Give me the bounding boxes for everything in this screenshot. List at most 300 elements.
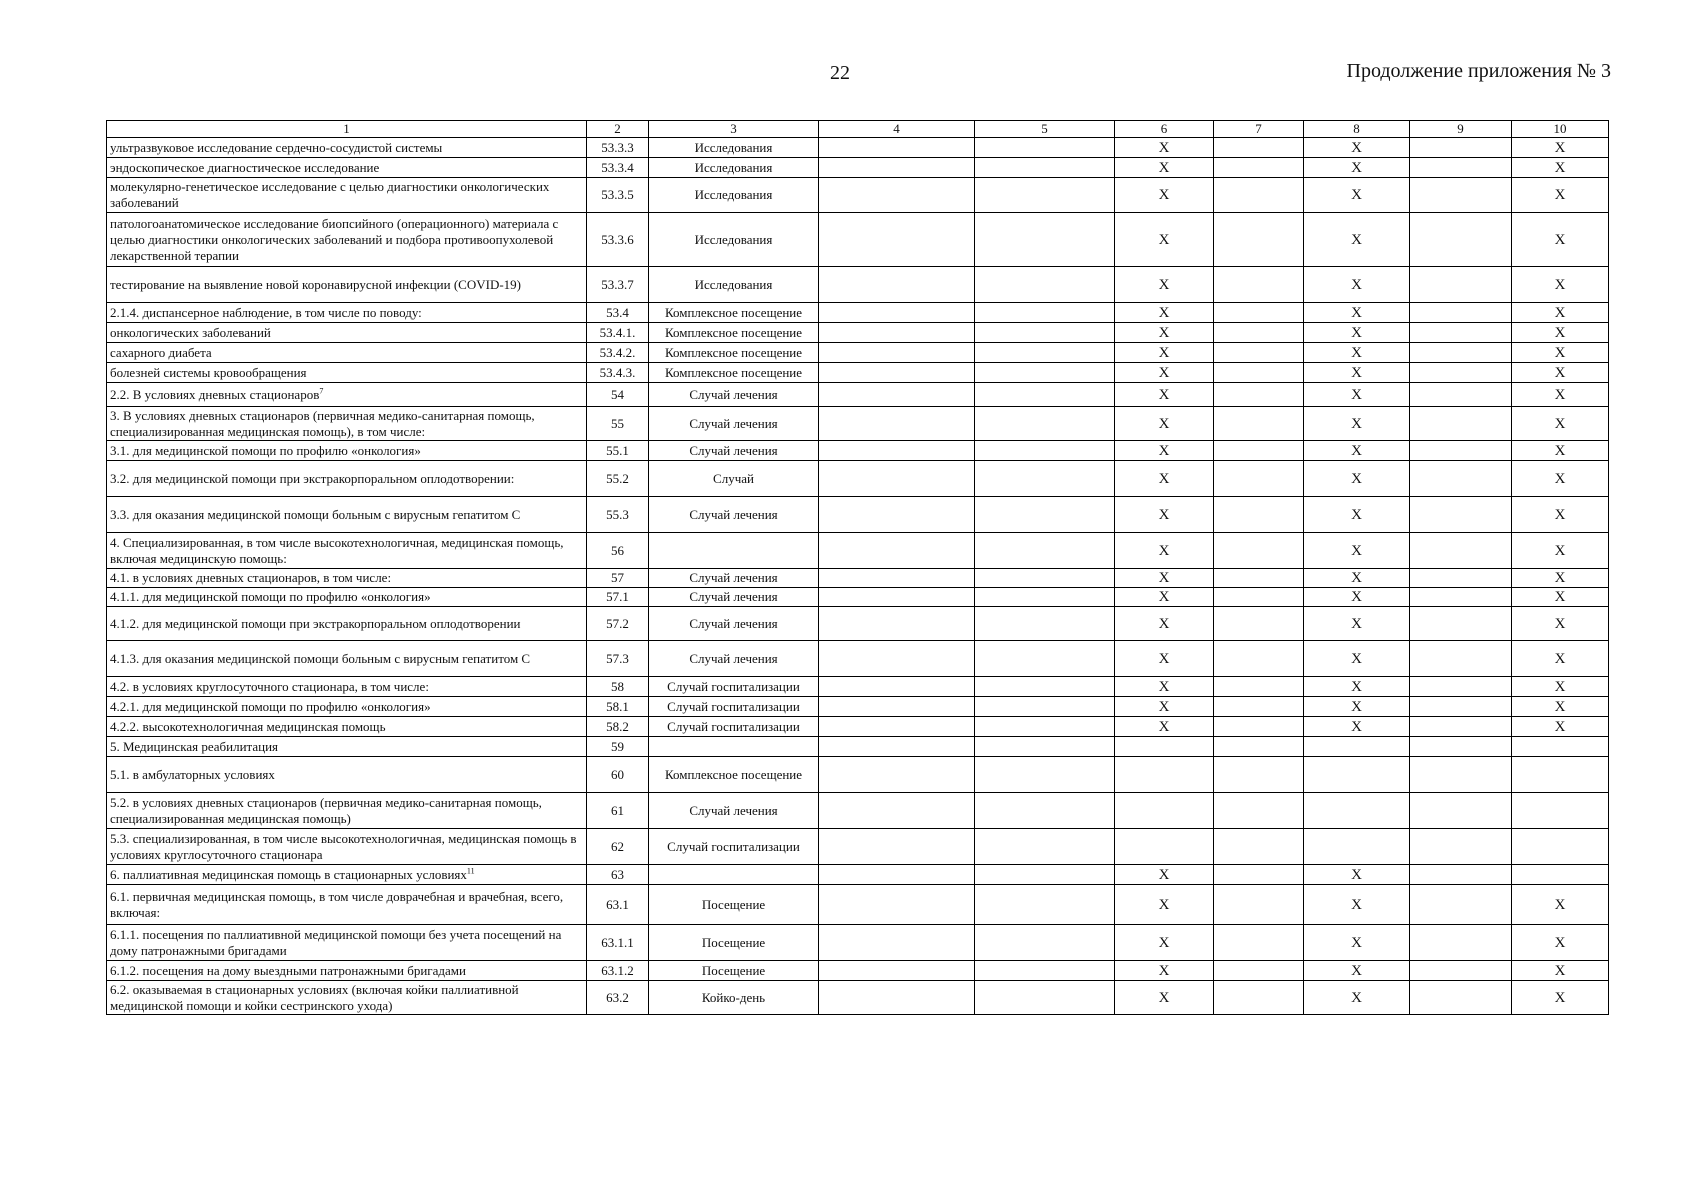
col8-cell: X [1304, 303, 1410, 323]
row-name: 4.2.2. высокотехнологичная медицинская помощь [110, 718, 386, 734]
col8-cell [1304, 757, 1410, 793]
col9-cell [1410, 383, 1512, 407]
col7-cell [1214, 793, 1304, 829]
row-code: 53.4.3. [587, 363, 649, 383]
row-name-cell [107, 533, 587, 569]
page-number: 22 [830, 62, 850, 84]
col5-cell [975, 213, 1115, 267]
row-name-cell [107, 641, 587, 677]
row-unit: Случай лечения [649, 641, 819, 677]
col4-cell [819, 641, 975, 677]
table-row [107, 588, 1609, 607]
table-row [107, 303, 1609, 323]
col7-cell [1214, 178, 1304, 213]
row-code: 53.3.4 [587, 158, 649, 178]
table-row [107, 383, 1609, 407]
col10-cell: X [1512, 961, 1609, 981]
table-row [107, 407, 1609, 441]
col4-cell [819, 343, 975, 363]
table-row [107, 981, 1609, 1015]
col4-cell [819, 717, 975, 737]
row-name: 2.1.4. диспансерное наблюдение, в том числе по поводу: [110, 304, 422, 320]
row-unit: Комплексное посещение [649, 323, 819, 343]
col6-cell: X [1115, 407, 1214, 441]
col9-cell [1410, 533, 1512, 569]
col4-cell [819, 981, 975, 1015]
col9-cell [1410, 461, 1512, 497]
col6-cell: X [1115, 138, 1214, 158]
col8-cell: X [1304, 461, 1410, 497]
col6-cell: X [1115, 865, 1214, 885]
col10-cell: X [1512, 677, 1609, 697]
row-code: 55 [587, 407, 649, 441]
col9-cell [1410, 441, 1512, 461]
row-name: тестирование на выявление новой коронавирусной инфекции (COVID-19) [110, 276, 521, 292]
col6-cell: X [1115, 533, 1214, 569]
row-code: 55.2 [587, 461, 649, 497]
footnote-ref: 7 [319, 386, 324, 396]
row-code: 57.2 [587, 607, 649, 641]
col5-cell [975, 343, 1115, 363]
row-unit: Койко-день [649, 981, 819, 1015]
column-header-4: 4 [819, 121, 975, 138]
col9-cell [1410, 407, 1512, 441]
row-name-cell [107, 303, 587, 323]
col6-cell: X [1115, 925, 1214, 961]
col6-cell: X [1115, 717, 1214, 737]
col5-cell [975, 885, 1115, 925]
column-header-3: 3 [649, 121, 819, 138]
col4-cell [819, 885, 975, 925]
table-row [107, 641, 1609, 677]
col4-cell [819, 829, 975, 865]
col5-cell [975, 981, 1115, 1015]
row-code: 53.4.1. [587, 323, 649, 343]
column-header-5: 5 [975, 121, 1115, 138]
col5-cell [975, 737, 1115, 757]
col8-cell: X [1304, 885, 1410, 925]
col7-cell [1214, 697, 1304, 717]
row-code: 55.1 [587, 441, 649, 461]
column-header-7: 7 [1214, 121, 1304, 138]
col6-cell [1115, 757, 1214, 793]
col6-cell: X [1115, 267, 1214, 303]
row-name: ультразвуковое исследование сердечно-сосудистой системы [110, 139, 443, 155]
table-row [107, 158, 1609, 178]
col9-cell [1410, 961, 1512, 981]
col4-cell [819, 569, 975, 588]
col7-cell [1214, 303, 1304, 323]
table-row [107, 461, 1609, 497]
row-name: 6. паллиативная медицинская помощь в стационарных условиях [110, 866, 467, 882]
col10-cell: X [1512, 461, 1609, 497]
col5-cell [975, 407, 1115, 441]
col9-cell [1410, 793, 1512, 829]
table-row [107, 885, 1609, 925]
row-code: 63.1.1 [587, 925, 649, 961]
table-row [107, 533, 1609, 569]
col9-cell [1410, 717, 1512, 737]
col5-cell [975, 303, 1115, 323]
col9-cell [1410, 178, 1512, 213]
col7-cell [1214, 717, 1304, 737]
col4-cell [819, 138, 975, 158]
col10-cell: X [1512, 178, 1609, 213]
col4-cell [819, 383, 975, 407]
row-code: 53.3.3 [587, 138, 649, 158]
col4-cell [819, 865, 975, 885]
col5-cell [975, 717, 1115, 737]
row-name-cell [107, 885, 587, 925]
row-code: 63.1.2 [587, 961, 649, 981]
row-name: 6.1.2. посещения на дому выездными патронажными бригадами [110, 962, 466, 978]
row-name-cell [107, 865, 587, 885]
col8-cell: X [1304, 569, 1410, 588]
col10-cell: X [1512, 383, 1609, 407]
col6-cell: X [1115, 497, 1214, 533]
col9-cell [1410, 213, 1512, 267]
col6-cell: X [1115, 569, 1214, 588]
col6-cell: X [1115, 461, 1214, 497]
col10-cell: X [1512, 981, 1609, 1015]
col10-cell: X [1512, 138, 1609, 158]
row-unit: Комплексное посещение [649, 363, 819, 383]
col5-cell [975, 829, 1115, 865]
col5-cell [975, 697, 1115, 717]
col7-cell [1214, 885, 1304, 925]
row-unit: Случай госпитализации [649, 677, 819, 697]
col9-cell [1410, 158, 1512, 178]
row-name-cell [107, 569, 587, 588]
col10-cell: X [1512, 267, 1609, 303]
row-name: 4.1.2. для медицинской помощи при экстракорпоральном оплодотворении [110, 615, 521, 631]
row-unit: Случай [649, 461, 819, 497]
row-name: 3. В условиях дневных стационаров (первичная медико-санитарная помощь, специализированная медицинская помощь), в том числе: [110, 407, 535, 439]
col7-cell [1214, 138, 1304, 158]
row-name: 3.1. для медицинской помощи по профилю «онкология» [110, 442, 421, 458]
col6-cell [1115, 829, 1214, 865]
row-code: 63.1 [587, 885, 649, 925]
row-name-cell [107, 497, 587, 533]
col8-cell: X [1304, 697, 1410, 717]
row-unit: Случай лечения [649, 607, 819, 641]
row-name-cell [107, 343, 587, 363]
col7-cell [1214, 441, 1304, 461]
row-code: 53.3.5 [587, 178, 649, 213]
col6-cell: X [1115, 323, 1214, 343]
row-name: 4.1. в условиях дневных стационаров, в том числе: [110, 570, 392, 585]
col8-cell: X [1304, 497, 1410, 533]
col8-cell: X [1304, 267, 1410, 303]
table-row [107, 757, 1609, 793]
footnote-ref: 11 [466, 866, 475, 876]
row-unit: Случай лечения [649, 793, 819, 829]
col10-cell: X [1512, 497, 1609, 533]
col6-cell: X [1115, 303, 1214, 323]
col6-cell: X [1115, 363, 1214, 383]
col5-cell [975, 138, 1115, 158]
column-header-9: 9 [1410, 121, 1512, 138]
row-unit: Случай лечения [649, 497, 819, 533]
col7-cell [1214, 213, 1304, 267]
col6-cell: X [1115, 588, 1214, 607]
col8-cell: X [1304, 441, 1410, 461]
row-name-cell [107, 607, 587, 641]
row-code: 57 [587, 569, 649, 588]
row-name-cell [107, 677, 587, 697]
col7-cell [1214, 497, 1304, 533]
row-unit: Случай лечения [649, 588, 819, 607]
row-unit: Исследования [649, 213, 819, 267]
table-row [107, 961, 1609, 981]
col4-cell [819, 697, 975, 717]
col6-cell: X [1115, 677, 1214, 697]
row-unit: Комплексное посещение [649, 757, 819, 793]
col4-cell [819, 303, 975, 323]
col8-cell: X [1304, 158, 1410, 178]
col5-cell [975, 961, 1115, 981]
col5-cell [975, 363, 1115, 383]
col10-cell: X [1512, 303, 1609, 323]
col4-cell [819, 533, 975, 569]
row-name: онкологических заболеваний [110, 324, 271, 340]
col7-cell [1214, 533, 1304, 569]
row-code: 53.4.2. [587, 343, 649, 363]
row-name: 4.2. в условиях круглосуточного стационара, в том числе: [110, 678, 429, 694]
col5-cell [975, 323, 1115, 343]
col9-cell [1410, 497, 1512, 533]
col6-cell [1115, 793, 1214, 829]
col10-cell: X [1512, 533, 1609, 569]
column-header-6: 6 [1115, 121, 1214, 138]
col9-cell [1410, 737, 1512, 757]
col8-cell: X [1304, 865, 1410, 885]
table-row [107, 441, 1609, 461]
row-code: 58 [587, 677, 649, 697]
row-code: 63 [587, 865, 649, 885]
column-header-8: 8 [1304, 121, 1410, 138]
col9-cell [1410, 607, 1512, 641]
col7-cell [1214, 677, 1304, 697]
col9-cell [1410, 267, 1512, 303]
col4-cell [819, 158, 975, 178]
row-code: 59 [587, 737, 649, 757]
col7-cell [1214, 829, 1304, 865]
col7-cell [1214, 925, 1304, 961]
row-name: патологоанатомическое исследование биопсийного (операционного) материала с целью диагностики онкологических заболеваний и подбора противоопухолевой лекарственной терапии [110, 215, 559, 263]
col10-cell: X [1512, 569, 1609, 588]
col5-cell [975, 925, 1115, 961]
col5-cell [975, 865, 1115, 885]
row-code: 61 [587, 793, 649, 829]
col10-cell [1512, 865, 1609, 885]
table-row [107, 717, 1609, 737]
col9-cell [1410, 697, 1512, 717]
col7-cell [1214, 865, 1304, 885]
col8-cell: X [1304, 981, 1410, 1015]
row-unit: Случай лечения [649, 441, 819, 461]
col8-cell: X [1304, 925, 1410, 961]
column-header-1: 1 [107, 121, 587, 138]
col4-cell [819, 757, 975, 793]
table-row [107, 323, 1609, 343]
col8-cell: X [1304, 677, 1410, 697]
col5-cell [975, 158, 1115, 178]
row-name: 3.3. для оказания медицинской помощи больным с вирусным гепатитом С [110, 506, 521, 522]
col9-cell [1410, 925, 1512, 961]
col8-cell: X [1304, 383, 1410, 407]
col8-cell: X [1304, 961, 1410, 981]
col9-cell [1410, 865, 1512, 885]
col4-cell [819, 267, 975, 303]
col5-cell [975, 588, 1115, 607]
row-name-cell [107, 461, 587, 497]
row-name: болезней системы кровообращения [110, 364, 307, 380]
col7-cell [1214, 407, 1304, 441]
col4-cell [819, 213, 975, 267]
row-name-cell [107, 737, 587, 757]
col9-cell [1410, 303, 1512, 323]
col6-cell: X [1115, 697, 1214, 717]
row-name-cell [107, 178, 587, 213]
row-name: 3.2. для медицинской помощи при экстракорпоральном оплодотворении: [110, 470, 515, 486]
row-code: 63.2 [587, 981, 649, 1015]
col5-cell [975, 641, 1115, 677]
table-row [107, 697, 1609, 717]
row-unit [649, 533, 819, 569]
table-row [107, 363, 1609, 383]
col5-cell [975, 441, 1115, 461]
col8-cell: X [1304, 138, 1410, 158]
col8-cell: X [1304, 533, 1410, 569]
col6-cell: X [1115, 213, 1214, 267]
row-code: 53.3.7 [587, 267, 649, 303]
col8-cell: X [1304, 717, 1410, 737]
col7-cell [1214, 267, 1304, 303]
col4-cell [819, 607, 975, 641]
row-unit: Исследования [649, 138, 819, 158]
table-row [107, 925, 1609, 961]
row-name: 5.1. в амбулаторных условиях [110, 766, 275, 782]
col9-cell [1410, 569, 1512, 588]
col9-cell [1410, 138, 1512, 158]
row-name: 6.2. оказываемая в стационарных условиях (включая койки паллиативной медицинской помощи и койки сестринского ухода) [110, 981, 519, 1013]
col4-cell [819, 461, 975, 497]
col5-cell [975, 383, 1115, 407]
row-unit: Случай лечения [649, 569, 819, 588]
col10-cell: X [1512, 697, 1609, 717]
col9-cell [1410, 757, 1512, 793]
row-name-cell [107, 717, 587, 737]
col9-cell [1410, 677, 1512, 697]
row-code: 58.1 [587, 697, 649, 717]
col7-cell [1214, 323, 1304, 343]
col7-cell [1214, 461, 1304, 497]
col10-cell [1512, 757, 1609, 793]
row-code: 54 [587, 383, 649, 407]
row-unit: Исследования [649, 267, 819, 303]
col5-cell [975, 497, 1115, 533]
col10-cell: X [1512, 343, 1609, 363]
col5-cell [975, 178, 1115, 213]
row-name-cell [107, 441, 587, 461]
row-unit: Посещение [649, 961, 819, 981]
col7-cell [1214, 158, 1304, 178]
col6-cell: X [1115, 641, 1214, 677]
row-unit [649, 737, 819, 757]
table-row [107, 138, 1609, 158]
table-row [107, 829, 1609, 865]
col8-cell: X [1304, 323, 1410, 343]
row-name: эндоскопическое диагностическое исследование [110, 159, 380, 175]
row-name: 2.2. В условиях дневных стационаров [110, 386, 320, 402]
row-unit: Посещение [649, 925, 819, 961]
col6-cell: X [1115, 607, 1214, 641]
col5-cell [975, 461, 1115, 497]
table-row [107, 737, 1609, 757]
col5-cell [975, 569, 1115, 588]
col9-cell [1410, 641, 1512, 677]
col6-cell: X [1115, 885, 1214, 925]
col5-cell [975, 267, 1115, 303]
col10-cell: X [1512, 588, 1609, 607]
row-name: 4.2.1. для медицинской помощи по профилю «онкология» [110, 698, 431, 714]
row-code: 53.4 [587, 303, 649, 323]
col10-cell: X [1512, 717, 1609, 737]
col6-cell [1115, 737, 1214, 757]
column-header-10: 10 [1512, 121, 1609, 138]
col10-cell: X [1512, 885, 1609, 925]
col4-cell [819, 793, 975, 829]
row-name-cell [107, 757, 587, 793]
table-row [107, 865, 1609, 885]
col6-cell: X [1115, 158, 1214, 178]
row-name-cell [107, 407, 587, 441]
row-name: 5. Медицинская реабилитация [110, 738, 279, 754]
row-name: 6.1. первичная медицинская помощь, в том числе доврачебная и врачебная, всего, включая: [110, 888, 564, 920]
row-unit: Случай госпитализации [649, 829, 819, 865]
col8-cell: X [1304, 343, 1410, 363]
table-row [107, 793, 1609, 829]
table-row [107, 267, 1609, 303]
col4-cell [819, 925, 975, 961]
col10-cell: X [1512, 925, 1609, 961]
col7-cell [1214, 383, 1304, 407]
row-name-cell [107, 213, 587, 267]
col10-cell: X [1512, 323, 1609, 343]
row-name: 4.1.3. для оказания медицинской помощи больным с вирусным гепатитом С [110, 650, 531, 666]
row-name: 4.1.1. для медицинской помощи по профилю «онкология» [110, 589, 431, 604]
table-row [107, 497, 1609, 533]
col6-cell: X [1115, 178, 1214, 213]
row-unit: Исследования [649, 178, 819, 213]
col4-cell [819, 407, 975, 441]
col9-cell [1410, 323, 1512, 343]
col8-cell: X [1304, 213, 1410, 267]
col7-cell [1214, 569, 1304, 588]
table-row [107, 343, 1609, 363]
row-name-cell [107, 793, 587, 829]
col10-cell: X [1512, 158, 1609, 178]
col5-cell [975, 677, 1115, 697]
col7-cell [1214, 737, 1304, 757]
col5-cell [975, 607, 1115, 641]
col10-cell: X [1512, 641, 1609, 677]
row-name-cell [107, 383, 587, 407]
col4-cell [819, 441, 975, 461]
col5-cell [975, 533, 1115, 569]
col10-cell: X [1512, 407, 1609, 441]
